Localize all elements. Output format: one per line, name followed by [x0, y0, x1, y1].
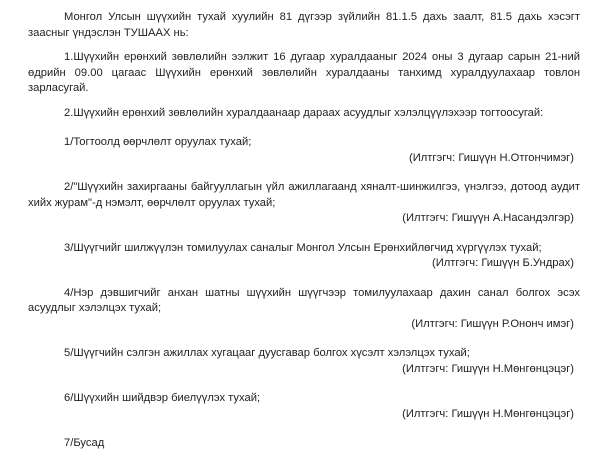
point-1-paragraph: 1.Шүүхийн ерөнхий зөвлөлийн ээлжит 16 дугаар хуралдааныг 2024 оны 3 дугаар сарын 21-ний өдрийн 09.00 цагаас Шүүхийн ерөнхий зөвлөлийн хуралдааны танхимд хуралдуулахаар товлон зарласугай.: [28, 51, 580, 94]
agenda-item-presenter: (Илтгэгч: Гишүүн Н.Мөнгөнцэцэг): [402, 362, 574, 375]
intro-paragraph: Монгол Улсын шүүхийн тухай хуулийн 81 дүгээр зүйлийн 81.1.5 дахь заалт, 81.5 дахь хэсэгт заасныг үндэслэн ТУШААХ нь:: [28, 11, 580, 39]
agenda-item-1: [28, 135, 580, 166]
agenda-item-text: 4/Нэр дэвшигчийг анхан шатны шүүхийн шүүгчээр томилуулахаар дахин санал болгох эсэх асуудлыг хэлэлцэх тухай;: [28, 286, 580, 314]
agenda-item-4: [28, 286, 580, 333]
agenda-item-7: [28, 436, 580, 452]
agenda-item-presenter: (Илтгэгч: Гишүүн Н.Отгончимэг): [409, 151, 574, 164]
agenda-item-3: [28, 241, 580, 272]
agenda-item-2: [28, 180, 580, 227]
agenda-item-text: 2/"Шүүхийн захиргааны байгууллагын үйл ажиллагаанд хяналт-шинжилгээ, үнэлгээ, дотоод аудит хийх журам"-д нэмэлт, өөрчлөлт оруулах тухай;: [28, 181, 580, 209]
agenda-item-6: [28, 391, 580, 422]
agenda-item-presenter: (Илтгэгч: Гишүүн А.Насандэлгэр): [402, 212, 574, 224]
agenda-item-text: 7/Бусад: [64, 437, 105, 449]
agenda-item-text: 6/Шүүхийн шийдвэр биелүүлэх тухай;: [64, 392, 261, 404]
agenda-item-text: 5/Шүүгчийн сэлгэн ажиллах хугацааг дуусгавар болгох хүсэлт хэлэлцэх тухай;: [64, 347, 470, 359]
agenda-item-text: 3/Шүүгчийг шилжүүлэн томилуулах саналыг Монгол Улсын Ерөнхийлөгчид хүргүүлэх тухай;: [64, 241, 542, 254]
point-2-paragraph: 2.Шүүхийн ерөнхий зөвлөлийн хуралдаанаар дараах асуудлыг хэлэлцүүлэхээр тогтоосугай:: [64, 106, 544, 119]
agenda-item-5: [28, 346, 580, 377]
agenda-item-presenter: (Илтгэгч: Гишүүн Р.Ононч имэг): [411, 317, 574, 330]
agenda-item-presenter: (Илтгэгч: Гишүүн Н.Мөнгөнцэцэг): [402, 407, 574, 420]
document-page: [28, 10, 580, 452]
agenda-item-text: 1/Тогтоолд өөрчлөлт оруулах тухай;: [64, 136, 252, 148]
agenda-item-presenter: (Илтгэгч: Гишүүн Б.Ундрах): [432, 257, 574, 269]
